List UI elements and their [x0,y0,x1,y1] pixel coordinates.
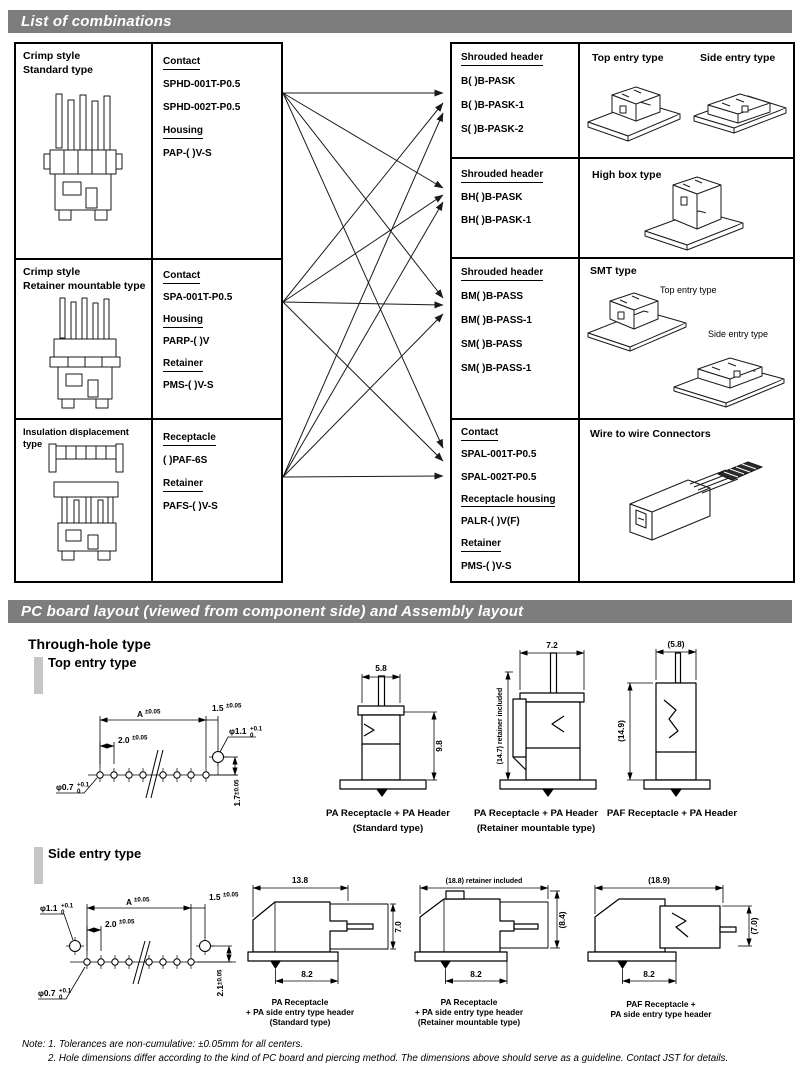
caption-line: + PA side entry type header [245,1006,355,1017]
svg-text:±0.05: ±0.05 [132,734,148,742]
svg-text:φ1.1: φ1.1 [229,726,247,736]
side-entry-type-heading: Side entry type [48,846,142,861]
caption-line: (Standard type) [352,823,424,834]
plug-table [14,42,283,583]
svg-text:9.8: 9.8 [434,740,444,752]
header-row-wire2wire [452,420,793,581]
plug-title-line: Standard type [23,63,94,76]
assembly-fig-side-paf [588,875,759,984]
plug-row-standard [16,44,281,260]
smt-header-illustration [582,281,792,416]
part-number: PMS-( )V-S [163,380,214,391]
svg-text:+0.1: +0.1 [61,902,74,910]
header-row-shrouded [452,44,793,159]
part-number: PARP-( )V [163,336,210,347]
note-line-1: Note: 1. Tolerances are non-cumulative: ±0.05mm for all centers. [22,1039,304,1050]
banner-title-pcb: PC board layout (viewed from component side) and Assembly layout [21,603,524,620]
plug-idc-parts-cell [153,420,281,581]
part-number: SPAL-001T-P0.5 [461,449,537,461]
plug-title-line: Insulation displacement type [23,427,129,450]
crimp-retainer-connector-illustration [38,296,134,416]
caption-side-retainer [380,998,558,1027]
svg-text:(14.9): (14.9) [616,720,626,742]
svg-text:±0.05: ±0.05 [134,896,150,904]
caption-line: PAF Receptacle + PA Header [606,808,738,819]
wire-to-wire-illustration [610,448,770,568]
header-row-highbox [452,159,793,259]
svg-text:φ0.7: φ0.7 [56,782,74,792]
plug-standard-title [23,50,148,77]
assembly-fig-top-paf [616,639,710,796]
part-category: Retainer [163,358,281,380]
caption-top-paf [588,806,756,821]
plug-title-line: Crimp style [23,50,81,62]
idc-connector-illustration [40,442,132,576]
high-box-type-label: High box type [592,169,662,181]
assembly-fig-side-retainer [415,878,567,984]
svg-text:(14.7) retainer included: (14.7) retainer included [497,687,504,765]
caption-side-paf [572,1000,750,1020]
header-table [450,42,795,583]
smt-pictures-cell [580,259,793,418]
svg-text:±0.05: ±0.05 [226,702,242,710]
svg-text:A: A [126,897,132,907]
caption-line: + PA side entry type header [414,1006,524,1017]
part-category: Retainer [163,478,281,501]
wire2wire-parts-cell [452,420,580,581]
pcb-layout-top-entry [56,703,263,807]
svg-text:+0.1: +0.1 [250,725,263,733]
caption-line: PA Receptacle + PA Header [326,808,450,819]
svg-text:2.0: 2.0 [105,919,117,929]
shrouded-parts-cell [452,44,580,157]
part-category: Housing [163,314,281,336]
banner-pcb-layout [8,600,792,623]
top-entry-type-heading: Top entry type [48,655,137,670]
part-number: B( )B-PASK-1 [461,100,525,111]
part-number: SPAL-002T-P0.5 [461,471,537,483]
smt-type-label: SMT type [590,265,637,277]
caption-line: PA side entry type header [610,1008,712,1019]
part-number: PMS-( )V-S [461,560,512,572]
part-category: Receptacle [163,432,281,455]
caption-line: (Standard type) [269,1016,331,1027]
part-number: SPA-001T-P0.5 [163,292,233,303]
pcb-layout-side-entry [38,892,239,1002]
smt-side-entry-label: Side entry type [708,329,769,339]
svg-text:0: 0 [77,788,81,795]
svg-text:(5.8): (5.8) [667,639,685,649]
part-category: Shrouded header [461,267,578,291]
part-category: Contact [461,427,578,449]
banner-list-of-combinations [8,10,792,33]
smt-parts-cell [452,259,580,418]
pcb-top-dim-labels [56,703,263,807]
caption-line: PA Receptacle + PA Header [474,808,598,819]
svg-text:7.2: 7.2 [546,640,558,650]
note-line-2: 2. Hole dimensions differ according to the kind of PC board and piercing method. The dimensions above should serve as a guideline. Contact JST for details. [48,1052,729,1064]
part-number: PAP-( )V-S [163,148,212,159]
part-number: BM( )B-PASS-1 [461,315,532,326]
part-number: BH( )B-PASK-1 [461,215,532,226]
assembly-fig-top-standard [340,663,444,796]
svg-text:5.8: 5.8 [375,663,387,673]
caption-line: PA Receptacle [271,997,329,1007]
part-number: S( )B-PASK-2 [461,124,524,135]
svg-text:8.2: 8.2 [643,969,655,979]
crimp-standard-connector-illustration [34,92,134,232]
part-number: B( )B-PASK [461,76,516,87]
svg-text:8.2: 8.2 [470,969,482,979]
plug-row-idc [16,420,281,581]
plug-title-line: Crimp style [23,266,81,278]
plug-retainer-type-cell [16,260,153,418]
svg-text:0: 0 [61,909,65,916]
svg-text:0: 0 [59,994,63,1001]
svg-text:1.7±0.05: 1.7±0.05 [232,779,242,807]
part-number: SPHD-001T-P0.5 [163,79,241,90]
plug-retainer-title [23,266,148,293]
part-category: Receptacle housing [461,494,578,516]
svg-text:φ0.7: φ0.7 [38,988,56,998]
top-and-side-entry-header-illustration [582,68,792,158]
caption-line: PAF Receptacle + [626,999,696,1009]
part-category: Housing [163,125,281,148]
part-number: SM( )B-PASS [461,339,523,350]
svg-text:2.0: 2.0 [118,735,130,745]
svg-text:+0.1: +0.1 [59,987,72,995]
svg-text:0: 0 [250,732,254,739]
wire-to-wire-label: Wire to wire Connectors [590,428,711,440]
footnotes [22,1038,792,1065]
combination-arrows [283,42,450,583]
part-number: SPHD-002T-P0.5 [163,102,241,113]
banner-title-combinations: List of combinations [21,13,172,30]
svg-text:+0.1: +0.1 [77,781,90,789]
plug-standard-type-cell [16,44,153,258]
header-row-smt [452,259,793,420]
through-hole-type-heading: Through-hole type [28,636,151,652]
smt-top-entry-label: Top entry type [660,285,717,295]
svg-text:±0.05: ±0.05 [145,708,161,716]
caption-line: PA Receptacle [440,997,498,1007]
svg-text:1.5: 1.5 [212,703,224,713]
part-category: Contact [163,56,281,79]
svg-text:7.0: 7.0 [393,921,403,933]
svg-text:A: A [137,709,143,719]
shrouded-pictures-cell [580,44,793,157]
top-entry-type-label: Top entry type [592,52,664,64]
wire2wire-picture-cell [580,420,793,581]
part-number: PAFS-( )V-S [163,501,218,512]
svg-text:φ1.1: φ1.1 [40,903,58,913]
caption-side-standard [213,998,387,1027]
part-number: SM( )B-PASS-1 [461,363,532,374]
svg-text:(18.9): (18.9) [648,875,670,885]
part-number: PALR-( )V(F) [461,516,520,528]
plug-standard-parts-cell [153,44,281,258]
caption-line: (Retainer mountable type) [476,823,596,834]
svg-text:1.5: 1.5 [209,892,221,902]
svg-text:(18.8) retainer included: (18.8) retainer included [445,878,523,885]
part-number: BH( )B-PASK [461,192,523,203]
plug-title-line: Retainer mountable type [23,279,146,292]
part-category: Contact [163,270,281,292]
svg-text:13.8: 13.8 [291,875,309,885]
side-entry-type-label: Side entry type [700,52,776,64]
highbox-picture-cell [580,159,793,257]
svg-text:(7.0): (7.0) [749,917,759,935]
plug-row-retainer [16,260,281,420]
svg-text:2.1±0.05: 2.1±0.05 [215,969,225,997]
plug-idc-type-cell [16,420,153,581]
part-number: BM( )B-PASS [461,291,524,302]
part-category: Retainer [461,538,578,560]
svg-text:±0.05: ±0.05 [223,891,239,899]
svg-text:±0.05: ±0.05 [119,918,135,926]
highbox-parts-cell [452,159,580,257]
caption-line: (Retainer mountable type) [417,1016,521,1027]
svg-text:(8.4): (8.4) [557,911,567,929]
assembly-fig-side-standard [248,875,403,984]
svg-text:8.2: 8.2 [301,969,313,979]
part-category: Shrouded header [461,169,578,192]
part-category: Shrouded header [461,52,578,76]
high-box-header-illustration [635,173,755,257]
part-number: ( )PAF-6S [163,455,208,466]
plug-retainer-parts-cell [153,260,281,418]
assembly-fig-top-retainer [497,640,596,796]
